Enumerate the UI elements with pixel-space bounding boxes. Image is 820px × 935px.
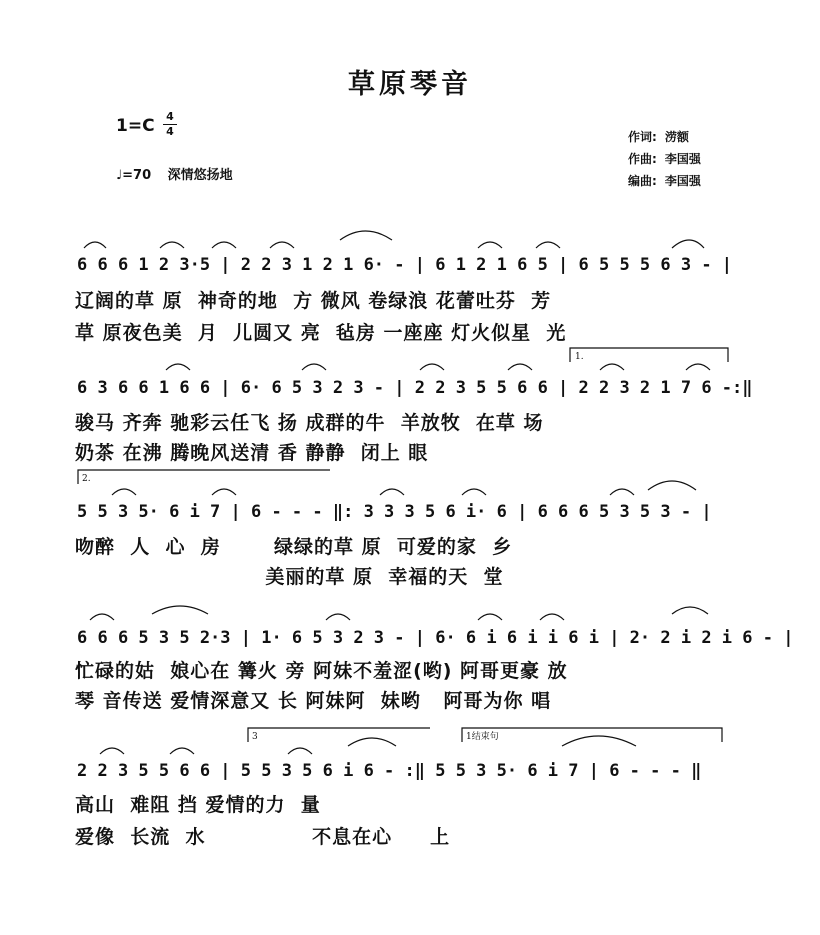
- volta-first-label: 1.: [575, 352, 584, 362]
- lyric-line-3-verse-2: 美丽的草 原 幸福的天 堂: [75, 566, 504, 588]
- tempo-value: ♩=70: [116, 168, 152, 183]
- notation-line-3: 5 5 3 5· 6 i 7 | 6 - - - ‖: 3 3 3 5 6 i· 6 | 6 6 6 5 3 5 3 - |: [77, 502, 712, 522]
- credit-composer: [628, 148, 701, 170]
- notation-line-2: 6 3 6 6 1 6 6 | 6· 6 5 3 2 3 - | 2 2 3 5 5 6 6 | 2 2 3 2 1 7 6 -:‖: [77, 378, 753, 398]
- song-title: 草原琴音: [348, 69, 472, 100]
- lyric-line-3-verse-1: 吻醉 人 心 房 绿绿的草 原 可爱的家 乡: [75, 536, 513, 558]
- volta-ending-label: 1结束句: [466, 732, 499, 742]
- time-signature-bottom: 4: [166, 125, 174, 138]
- time-signature: [163, 111, 177, 138]
- notation-line-5: 2 2 3 5 5 6 6 | 5 5 3 5 6 i 6 - :‖ 5 5 3 5· 6 i 7 | 6 - - - ‖: [77, 761, 702, 781]
- volta-third: [248, 728, 430, 742]
- key-signature: 1=C: [116, 116, 155, 136]
- lyric-line-1-verse-2: 草 原夜色美 月 儿圆又 亮 毡房 一座座 灯火似星 光: [75, 322, 567, 344]
- time-signature-top: 4: [166, 110, 174, 123]
- credit-label: 编曲:: [628, 174, 657, 188]
- lyric-line-2-verse-1: 骏马 齐奔 驰彩云任飞 扬 成群的牛 羊放牧 在草 场: [75, 412, 544, 434]
- tempo-marking: [116, 164, 233, 183]
- volta-second: [78, 470, 330, 484]
- expression-marking: 深情悠扬地: [167, 168, 233, 183]
- lyric-line-5-verse-1: 高山 难阻 挡 爱情的力 量: [75, 794, 321, 816]
- lyric-line-1-verse-1: 辽阔的草 原 神奇的地 方 微风 卷绿浪 花蕾吐芬 芳: [75, 290, 552, 312]
- credit-name: 李国强: [664, 174, 701, 188]
- lyric-line-4-verse-2: 琴 音传送 爱情深意又 长 阿妹阿 妹哟 阿哥为你 唱: [75, 690, 552, 712]
- lyric-line-2-verse-2: 奶茶 在沸 腾晚风送清 香 静静 闭上 眼: [75, 442, 429, 464]
- notation-line-1: 6 6 6 1 2 3·5 | 2 2 3 1 2 1 6· - | 6 1 2 1 6 5 | 6 5 5 5 6 3 - |: [77, 255, 733, 275]
- volta-second-label: 2.: [82, 474, 91, 484]
- credit-name: 李国强: [664, 152, 701, 166]
- credit-name: 涝额: [664, 130, 689, 144]
- volta-first: [570, 348, 728, 362]
- volta-third-label: 3: [252, 732, 258, 742]
- credit-label: 作曲:: [628, 152, 657, 166]
- lyric-line-5-verse-2: 爱像 长流 水 不息在心 上: [75, 826, 451, 848]
- lyric-line-4-verse-1: 忙碌的姑 娘心在 篝火 旁 阿妹不羞涩(哟) 阿哥更豪 放: [75, 660, 568, 682]
- credit-label: 作词:: [628, 130, 657, 144]
- credits: [628, 126, 701, 192]
- credit-arranger: [628, 170, 701, 192]
- volta-ending: [462, 728, 722, 742]
- notation-line-4: 6 6 6 5 3 5 2·3 | 1· 6 5 3 2 3 - | 6· 6 i 6 i i 6 i | 2· 2 i 2 i 6 - |: [77, 628, 794, 648]
- credit-lyricist: [628, 126, 701, 148]
